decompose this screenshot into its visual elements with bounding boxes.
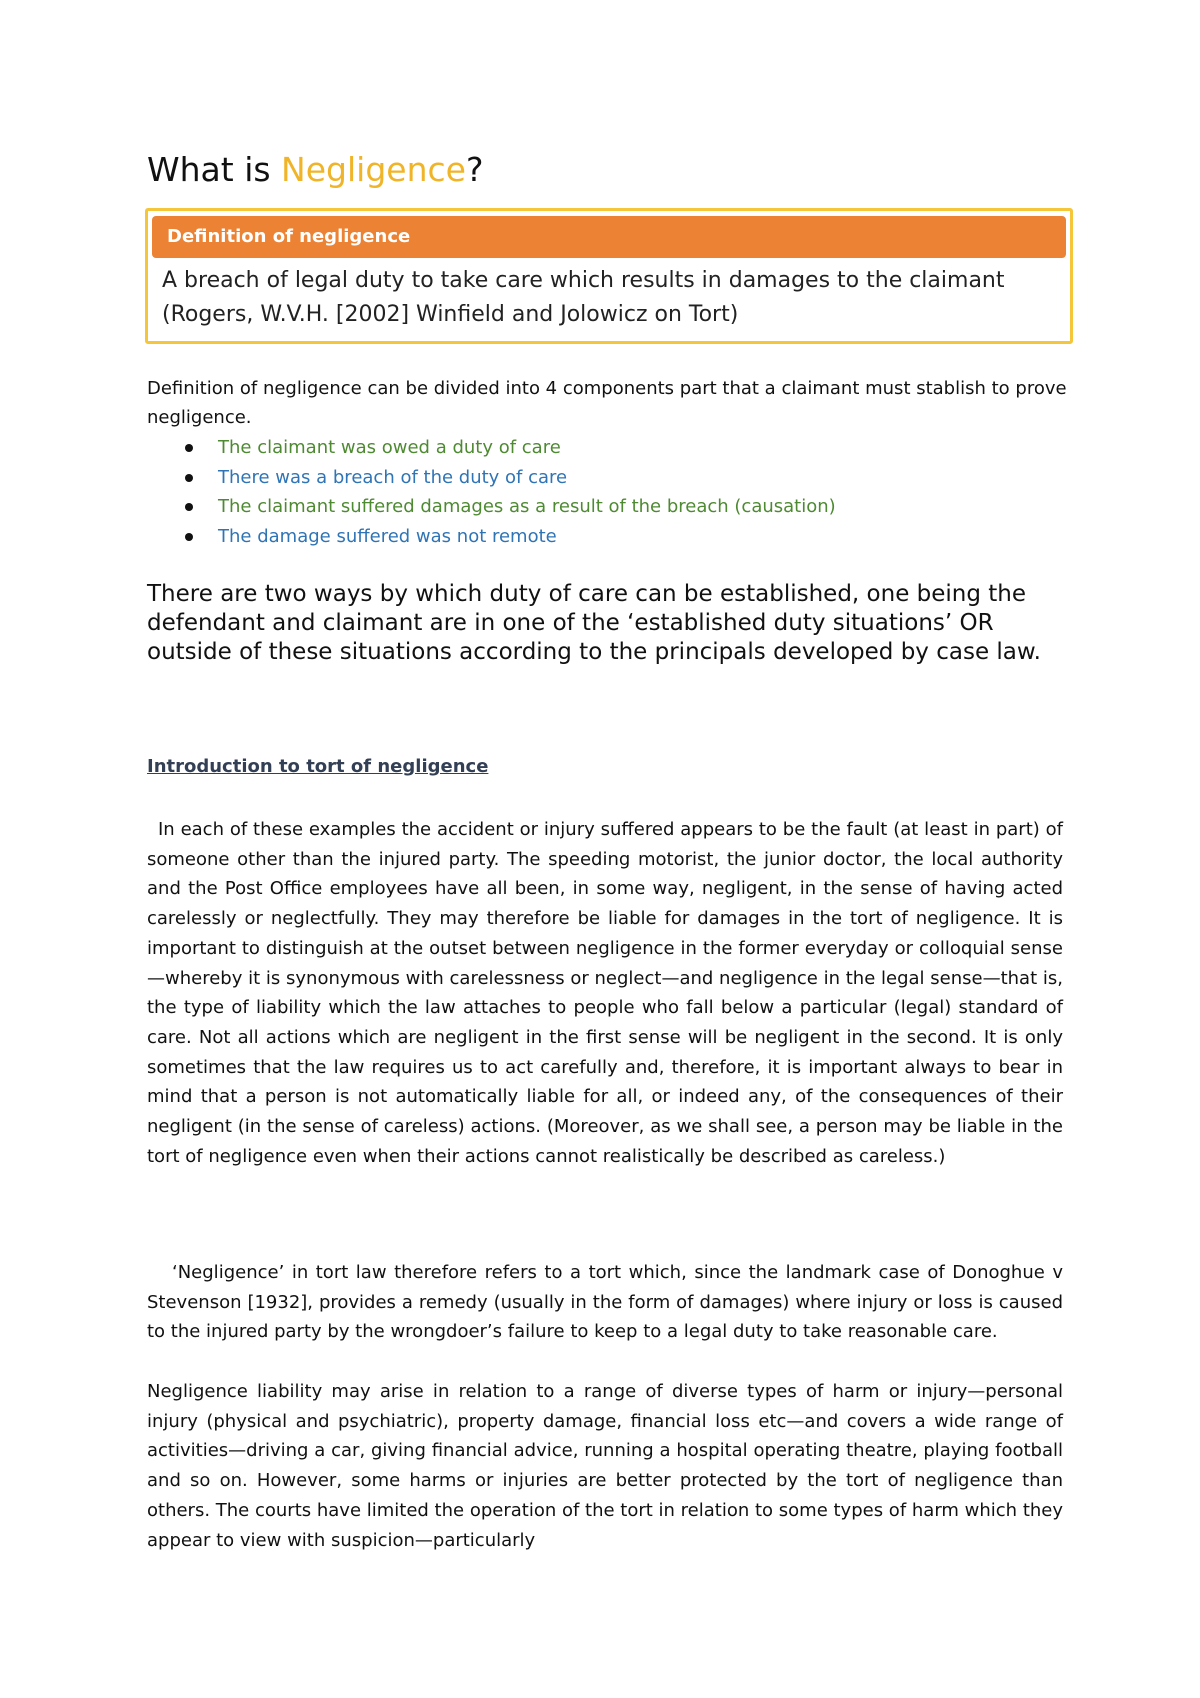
title-accent: Negligence — [281, 150, 466, 189]
list-item-text: The damage suffered was not remote — [218, 525, 557, 547]
components-list — [147, 433, 1047, 551]
list-item-text: There was a breach of the duty of care — [218, 466, 568, 488]
body-paragraph: Negligence liability may arise in relation to a range of diverse types of harm or injury—personal injury (physical and psychiatric), property damage, financial loss etc—and covers a wide range of activities—driving a car, giving financial advice, running a hospital operating theatre, playing football and so on. However, some harms or injuries are better protected by the tort of negligence than others. The courts have limited the operation of the tort in relation to some types of harm which they appear to view with suspicion—particularly — [147, 1381, 1064, 1551]
definition-box — [145, 208, 1073, 344]
title-prefix: What is — [147, 150, 282, 189]
bullet-icon — [185, 533, 193, 541]
components-intro: Definition of negligence can be divided into 4 components part that a claimant must stablish to prove negligence. — [147, 378, 1067, 428]
list-item — [147, 433, 1047, 463]
bullet-icon — [185, 444, 193, 452]
list-item — [147, 463, 1047, 493]
definition-box-header: Definition of negligence — [152, 216, 1066, 258]
list-item — [147, 522, 1047, 552]
duty-of-care-paragraph: There are two ways by which duty of care can be established, one being the defendant and claimant are in one of the ‘established duty situations’ OR outside of these situations according to the principals developed by case law. — [147, 581, 1041, 665]
section-heading: Introduction to tort of negligence — [147, 756, 489, 777]
title-suffix: ? — [465, 150, 484, 189]
bullet-icon — [185, 474, 193, 482]
list-item-text: The claimant was owed a duty of care — [218, 437, 561, 458]
list-item-text: The claimant suffered damages as a result of the breach (causation) — [218, 496, 836, 517]
definition-box-body: A breach of legal duty to take care which results in damages to the claimant (Rogers, W.V.H. [2002] Winfield and Jolowicz on Tort) — [162, 268, 1005, 327]
body-paragraph: ‘Negligence’ in tort law therefore refers to a tort which, since the landmark case of Donoghue v Stevenson [1932], provides a remedy (usually in the form of damages) where injury or loss is caused to the injured party by the wrongdoer’s failure to keep to a legal duty to take reasonable care. — [147, 1262, 1063, 1343]
page-title — [147, 150, 483, 189]
bullet-icon — [185, 503, 193, 511]
list-item — [147, 492, 1047, 522]
body-paragraph: In each of these examples the accident or injury suffered appears to be the fault (at least in part) of someone other than the injured party. The speeding motorist, the junior doctor, the local authority and the Post Office employees have all been, in some way, negligent, in the sense of having acted carelessly or neglectfully. They may therefore be liable for damages in the tort of negligence. It is important to distinguish at the outset between negligence in the former everyday or colloquial sense—whereby it is synonymous with carelessness or neglect—and negligence in the legal sense—that is, the type of liability which the law attaches to people who fall below a particular (legal) standard of care. Not all actions which are negligent in the first sense will be negligent in the second. It is only sometimes that the law requires us to act carefully and, therefore, it is important always to bear in mind that a person is not automatically liable for all, or indeed any, of the consequences of their negligent (in the sense of careless) actions. (Moreover, as we shall see, a person may be liable in the tort of negligence even when their actions cannot realistically be described as careless.) — [147, 819, 1063, 1167]
